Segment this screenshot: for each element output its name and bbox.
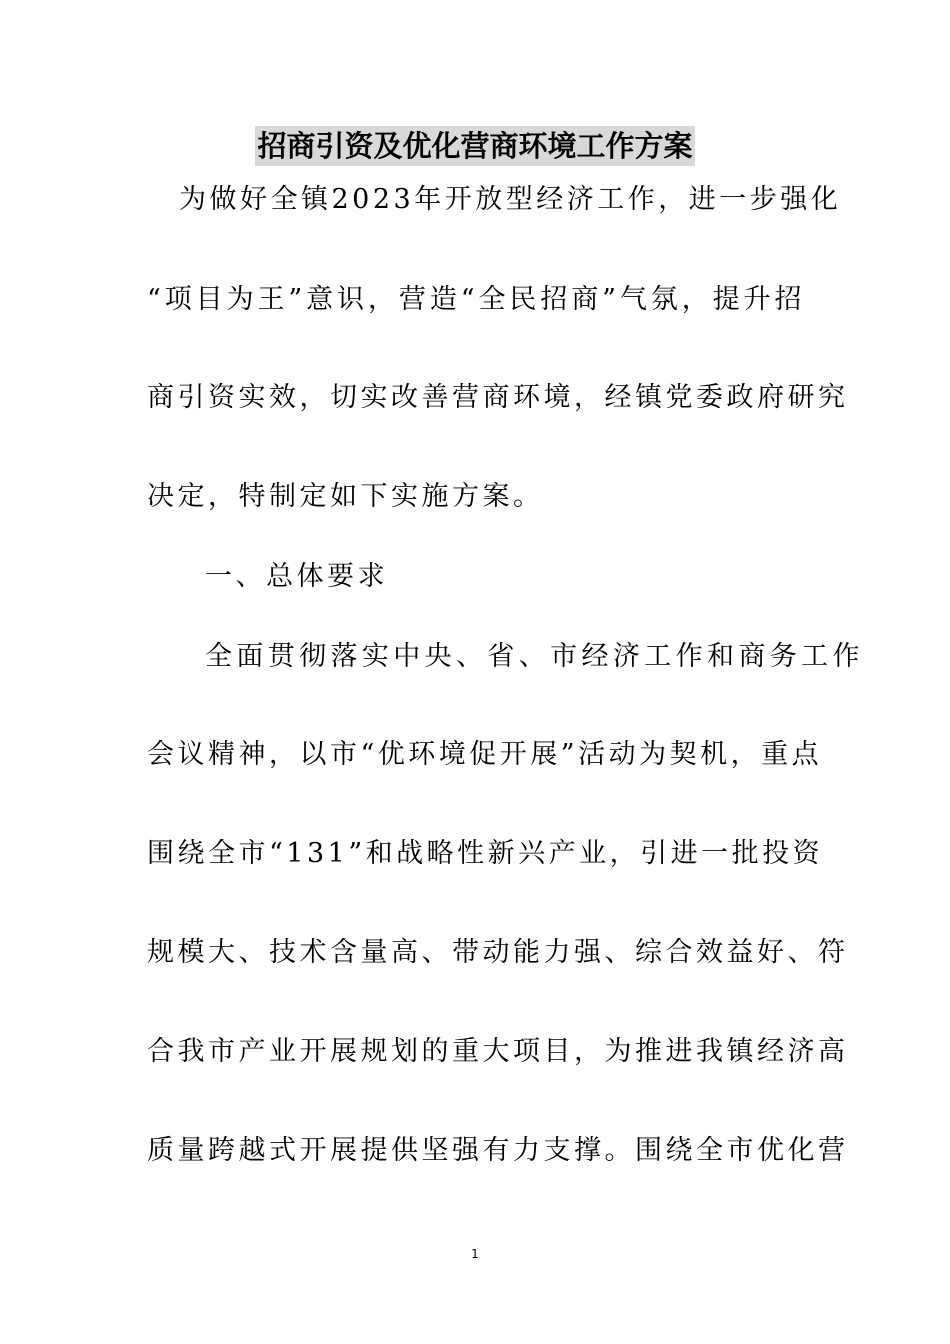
paragraph-line: 围绕全市“131”和战略性新兴产业，引进一批投资: [147, 838, 824, 869]
document-title: 招商引资及优化营商环境工作方案: [255, 126, 694, 166]
paragraph-line: 合我市产业开展规划的重大项目，为推进我镇经济高: [147, 1036, 849, 1067]
paragraph-line: 商引资实效，切实改善营商环境，经镇党委政府研究: [147, 382, 849, 413]
paragraph-line: 决定，特制定如下实施方案。: [147, 481, 544, 512]
title-container: [0, 126, 950, 166]
paragraph-line: 规模大、技术含量高、带动能力强、综合效益好、符: [147, 937, 849, 968]
paragraph-line: “项目为王”意识，营造“全民招商”气氛，提升招: [147, 284, 805, 315]
paragraph-line: 全面贯彻落实中央、省、市经济工作和商务工作: [205, 641, 863, 672]
page-number: 1: [471, 1247, 479, 1261]
paragraph-line: 质量跨越式开展提供坚强有力支撑。围绕全市优化营: [147, 1135, 849, 1166]
section-heading: 一、总体要求: [205, 561, 388, 592]
paragraph-line: 会议精神，以市“优环境促开展”活动为契机，重点: [147, 739, 823, 770]
paragraph-line: 为做好全镇2023年开放型经济工作，进一步强化: [179, 184, 842, 215]
